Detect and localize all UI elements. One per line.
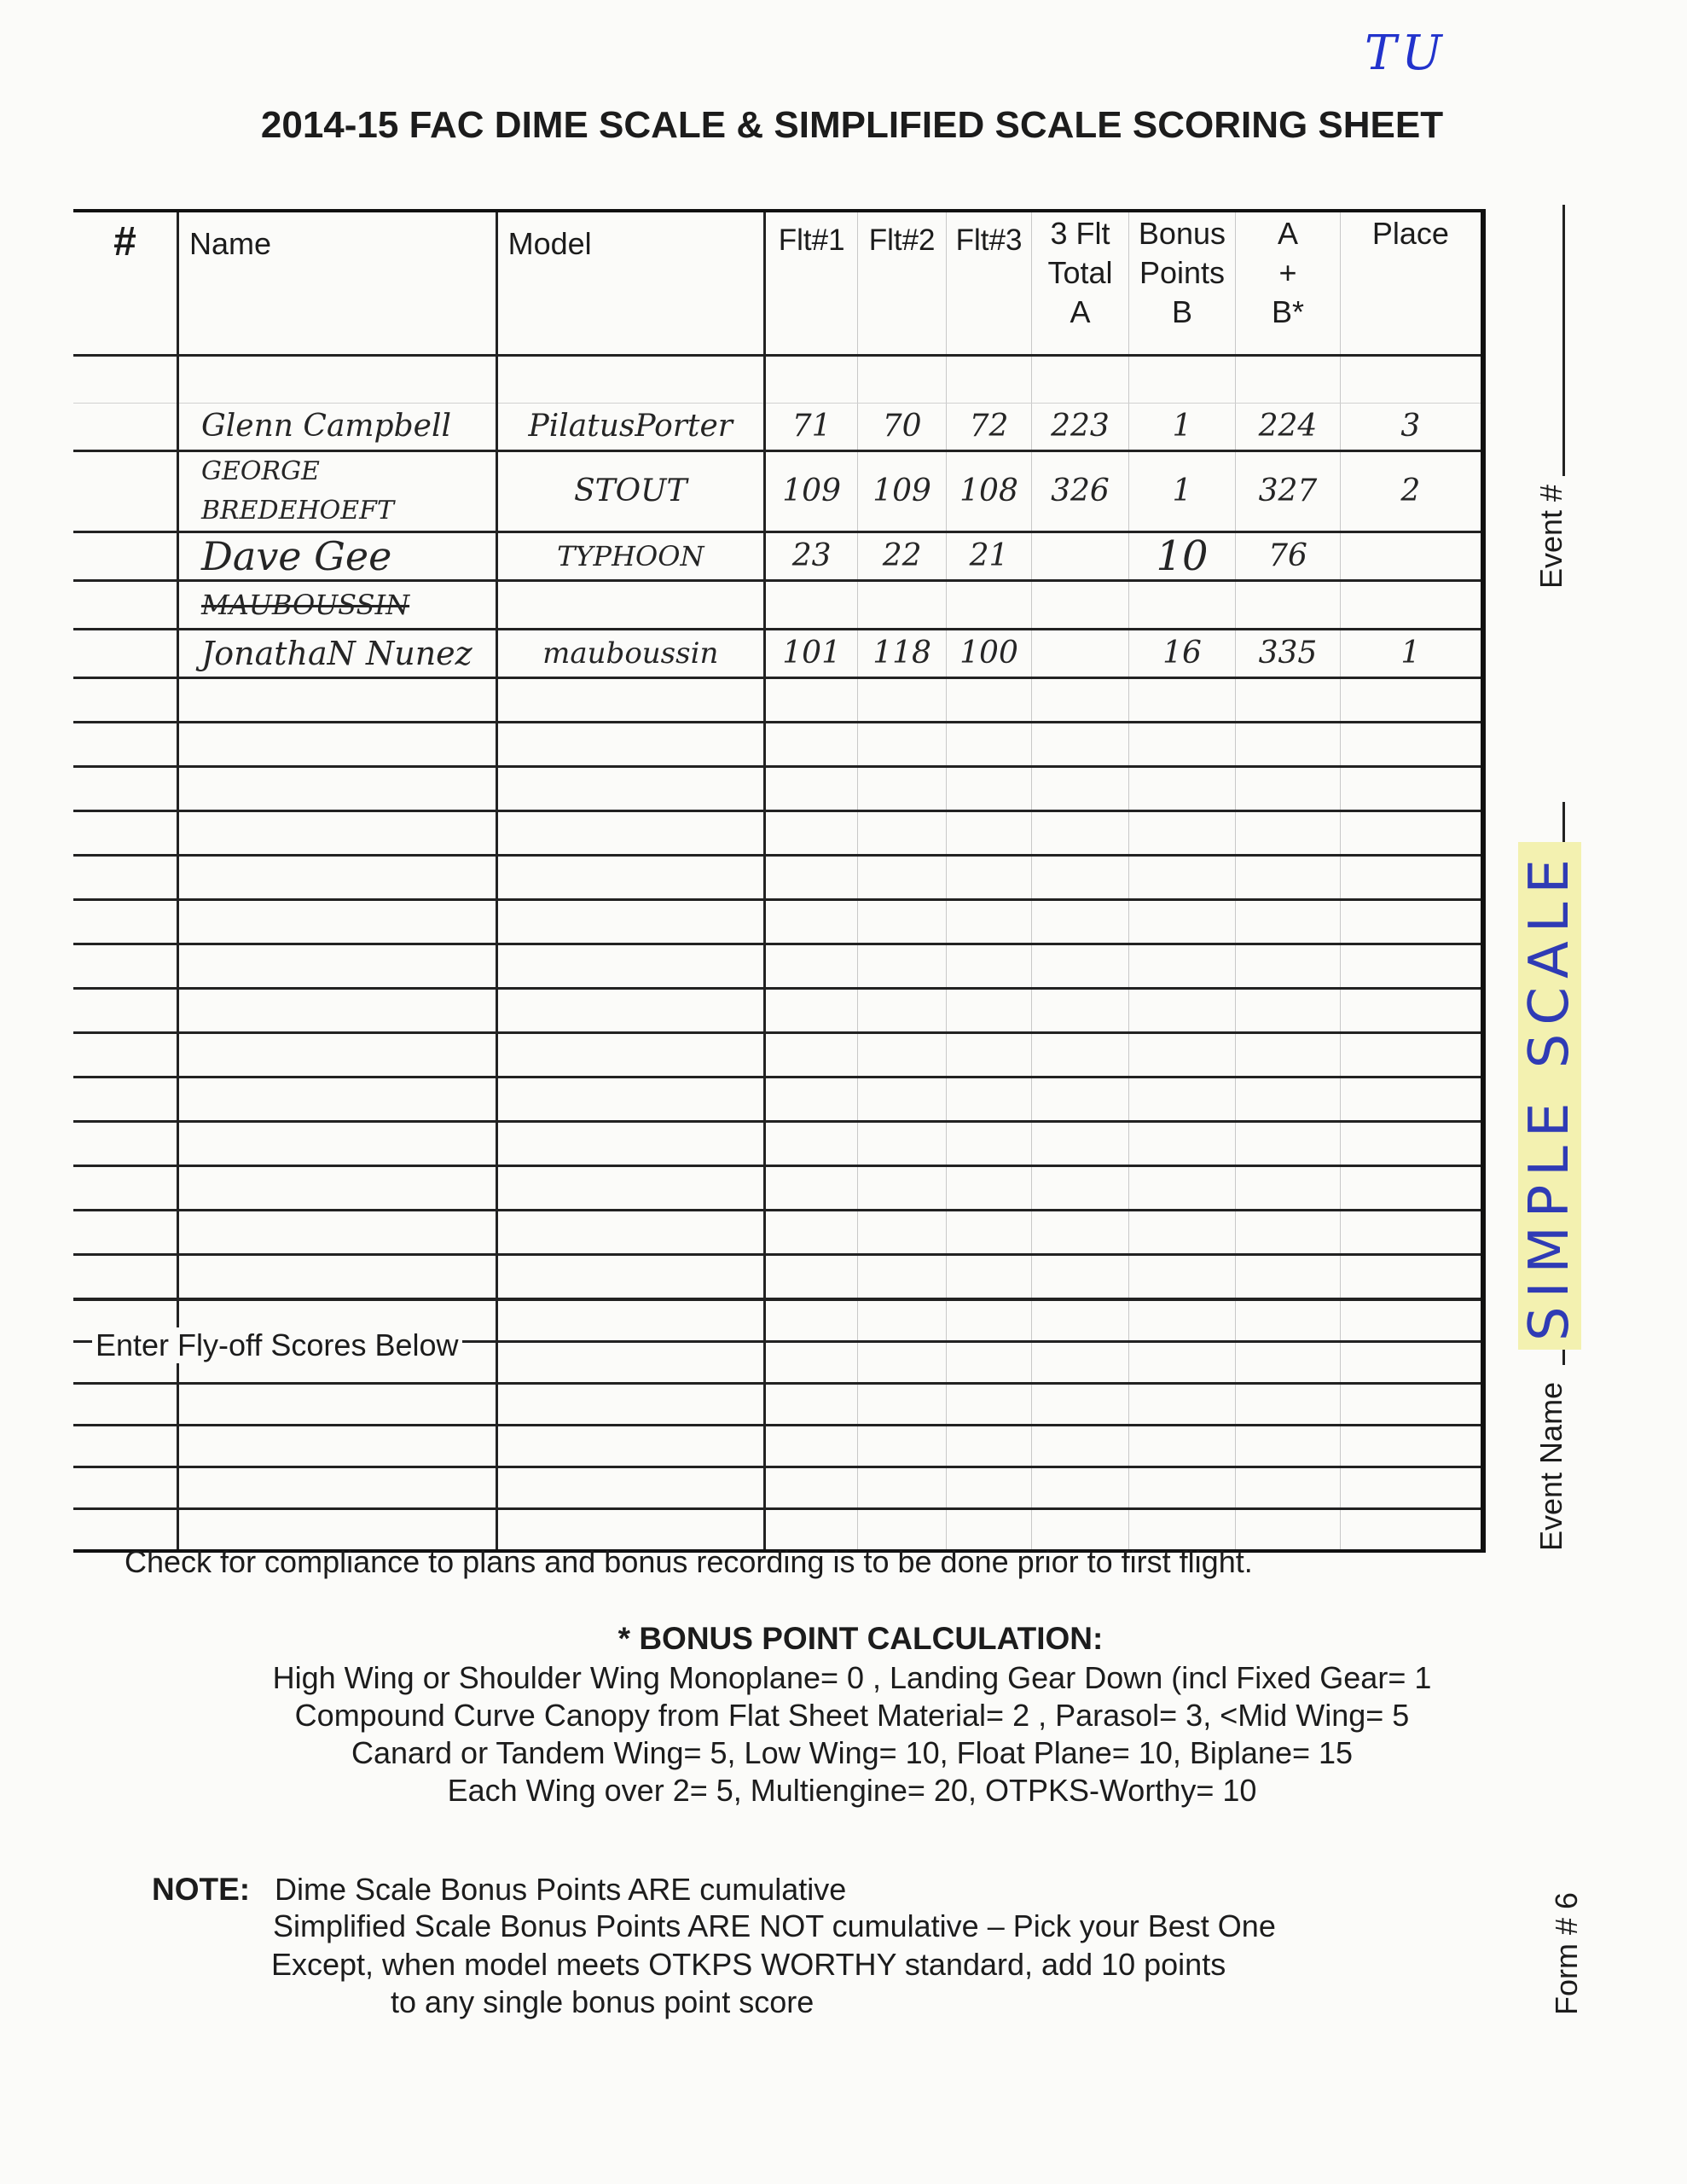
entry-flt3: 108 (946, 451, 1031, 532)
entry-name: Glenn Campbell (178, 404, 497, 451)
entry-sum (1236, 581, 1341, 630)
entry-total (1032, 630, 1128, 678)
header-sum-line: A (1277, 216, 1298, 251)
entry-total (1032, 532, 1128, 581)
entry-total: 326 (1032, 451, 1128, 532)
header-row (73, 211, 1483, 356)
header-total-line: A (1070, 294, 1091, 329)
entry-model (496, 581, 764, 630)
header-sum-line: + (1278, 255, 1297, 290)
header-number: # (73, 211, 178, 356)
entry-place: 2 (1340, 451, 1483, 532)
entry-flt1: 23 (764, 532, 857, 581)
entry-flt2 (858, 581, 946, 630)
table-row (73, 581, 1483, 630)
blank-row (73, 1255, 1483, 1300)
header-bonus-line: Points (1139, 255, 1225, 290)
header-sum (1236, 211, 1341, 356)
note-line: Simplified Scale Bonus Points ARE NOT cumulative – Pick your Best One (273, 1908, 1276, 1943)
event-name-value: SIMPLE SCALE (1518, 842, 1581, 1350)
blank-row (73, 900, 1483, 944)
corner-mark: TU (1365, 26, 1447, 81)
flyoff-label: Enter Fly-off Scores Below (92, 1327, 462, 1363)
header-bonus-line: B (1171, 294, 1192, 329)
note-line: Except, when model meets OTKPS WORTHY standard, add 10 points (271, 1947, 1226, 1982)
blank-row (73, 856, 1483, 900)
entry-flt2: 109 (858, 451, 946, 532)
event-number-label: Event # (1533, 484, 1568, 589)
table-row (73, 532, 1483, 581)
blank-row (73, 1467, 1483, 1509)
entry-flt2: 22 (858, 532, 946, 581)
header-flt1: Flt#1 (764, 211, 857, 356)
blank-row (73, 1211, 1483, 1255)
entry-flt3: 100 (946, 630, 1031, 678)
entry-flt1 (764, 581, 857, 630)
entry-number (73, 451, 178, 532)
table-row (73, 404, 1483, 451)
bonus-line: High Wing or Shoulder Wing Monoplane= 0 , Landing Gear Down (incl Fixed Gear= 1 (272, 1660, 1432, 1695)
entry-model: TYPHOON (496, 532, 764, 581)
entry-flt1: 109 (764, 451, 857, 532)
entry-bonus: 10 (1128, 532, 1236, 581)
entry-flt3 (946, 581, 1031, 630)
header-bonus (1128, 211, 1236, 356)
entry-bonus: 1 (1128, 451, 1236, 532)
entry-sum: 335 (1236, 630, 1341, 678)
bonus-line: Each Wing over 2= 5, Multiengine= 20, OTPKS-Worthy= 10 (447, 1773, 1257, 1808)
entry-sum: 76 (1236, 532, 1341, 581)
entry-bonus (1128, 581, 1236, 630)
entry-number (73, 404, 178, 451)
bonus-line: Compound Curve Canopy from Flat Sheet Material= 2 , Parasol= 3, <Mid Wing= 5 (294, 1698, 1410, 1733)
entry-bonus: 16 (1128, 630, 1236, 678)
bonus-heading: * BONUS POINT CALCULATION: (617, 1621, 1104, 1656)
header-flt2: Flt#2 (858, 211, 946, 356)
entry-place (1340, 581, 1483, 630)
entry-name: GEORGE BREDEHOEFT (178, 451, 497, 532)
entry-flt1: 71 (764, 404, 857, 451)
header-model: Model (496, 211, 764, 356)
blank-row (73, 1122, 1483, 1166)
entry-number (73, 581, 178, 630)
entry-bonus: 1 (1128, 404, 1236, 451)
blank-row (73, 811, 1483, 856)
header-total (1032, 211, 1128, 356)
blank-row (73, 356, 1483, 404)
blank-row (73, 723, 1483, 767)
blank-row (73, 1426, 1483, 1467)
entry-model: mauboussin (496, 630, 764, 678)
bonus-line: Canard or Tandem Wing= 5, Low Wing= 10, Float Plane= 10, Biplane= 15 (351, 1735, 1354, 1770)
table-row (73, 451, 1483, 532)
blank-row (73, 944, 1483, 989)
entry-name: JonathaN Nunez (178, 630, 497, 678)
entry-place: 3 (1340, 404, 1483, 451)
form-label: Form # 6 (1549, 1891, 1584, 2015)
note-line: to any single bonus point score (391, 1984, 815, 2019)
entry-sum: 224 (1236, 404, 1341, 451)
entry-flt3: 21 (946, 532, 1031, 581)
blank-row (73, 1384, 1483, 1426)
entry-model: PilatusPorter (496, 404, 764, 451)
blank-row (73, 1077, 1483, 1122)
header-sum-line: B* (1271, 294, 1304, 329)
header-total-line: Total (1047, 255, 1113, 290)
header-name: Name (178, 211, 497, 356)
entry-number (73, 630, 178, 678)
blank-row (73, 678, 1483, 723)
entry-model: STOUT (496, 451, 764, 532)
entry-flt3: 72 (946, 404, 1031, 451)
header-flt3: Flt#3 (946, 211, 1031, 356)
blank-row (73, 989, 1483, 1033)
header-bonus-line: Bonus (1138, 216, 1226, 251)
note-line: Dime Scale Bonus Points ARE cumulative (275, 1872, 847, 1907)
event-name-label: Event Name (1533, 1381, 1568, 1551)
entry-sum: 327 (1236, 451, 1341, 532)
entry-number (73, 532, 178, 581)
blank-row (73, 767, 1483, 811)
entry-place (1340, 532, 1483, 581)
entry-name: Dave Gee (178, 532, 497, 581)
blank-row (73, 1033, 1483, 1077)
entry-total: 223 (1032, 404, 1128, 451)
compliance-note: Check for compliance to plans and bonus recording is to be done prior to first flight. (125, 1544, 1253, 1579)
entry-place: 1 (1340, 630, 1483, 678)
note-label: NOTE: (152, 1872, 251, 1907)
blank-rows (73, 678, 1483, 1552)
entry-total (1032, 581, 1128, 630)
entry-flt2: 118 (858, 630, 946, 678)
header-place: Place (1340, 211, 1483, 356)
page-title: 2014-15 FAC DIME SCALE & SIMPLIFIED SCALE SCORING SHEET (260, 104, 1444, 146)
event-number-line (1562, 205, 1565, 476)
blank-row (73, 1166, 1483, 1211)
entry-flt1: 101 (764, 630, 857, 678)
header-total-line: 3 Flt (1050, 216, 1110, 251)
entry-name: MAUBOUSSIN (178, 581, 497, 630)
table-row (73, 630, 1483, 678)
entry-flt2: 70 (858, 404, 946, 451)
